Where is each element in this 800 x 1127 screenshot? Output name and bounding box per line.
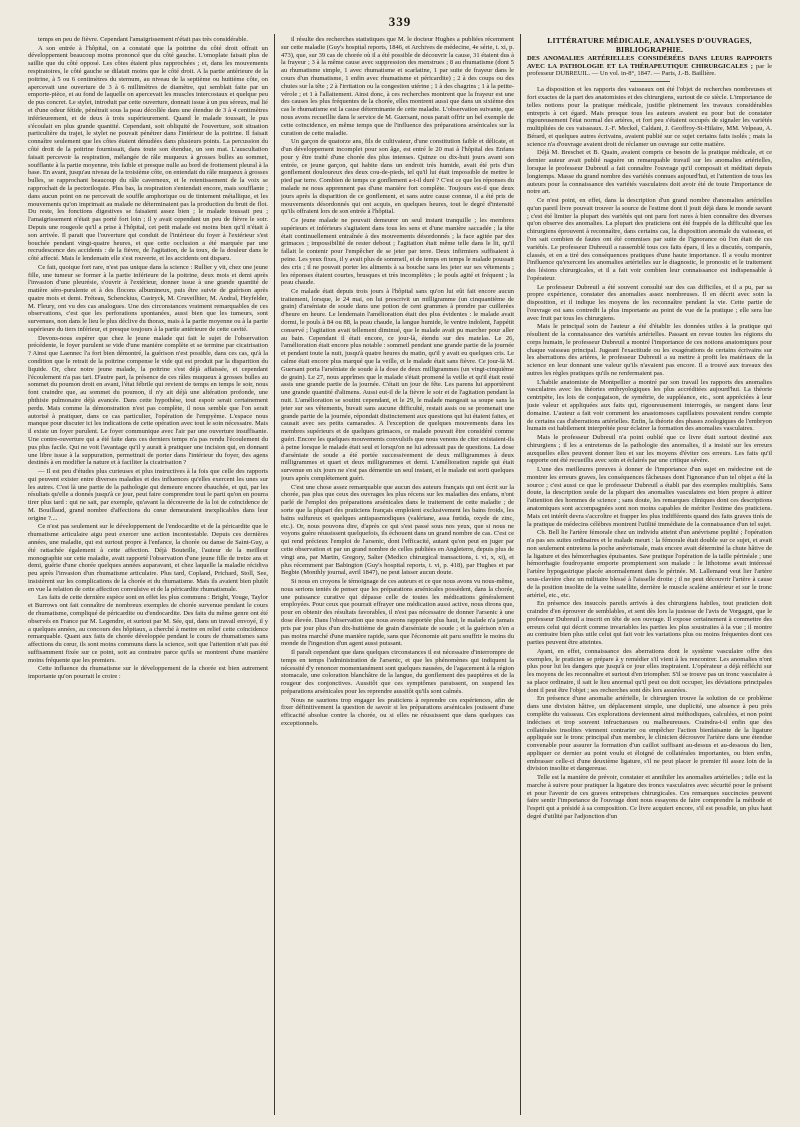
paragraph: Ayant, en effet, connaissance des aberrations dont le système vasculaire offre des exemples, le praticien se prépare à y remédier s'il vient à les rencontrer. Les anomalies n'ont plus pour lui les dangers que jusqu'à ce jour elles inspiraient. L'opérateur a déjà réfléchi sur les moyens de les reconnaître et surtout d'en triompher. S'il se trouve pas un tronc vasculaire à sa place ordinaire, il sait le lieu anormal qu'il peut ou doit occuper, les déviations principales dont il peut être l'objet ; ses recherches sont dès lors assurées.	[527, 647, 772, 694]
book-reference	[527, 55, 772, 78]
paragraph: En présence d'une anomalie artérielle, le chirurgien trouve la solution de ce problème dans une division hâtive, un déplacement simple, une duplicité, une absence à peu près complète du vaisseau. Ces explorations deviennent ainsi méthodiques, calculées, et non point indécises et trop souvent infructueuses ou malheureuses. Craindra-t-il enfin que des collatérales insolites viennent contrarier ou empêcher l'action bienfaisante de la ligature appliquée sur le tronc principal d'un membre, le clinicien décrouvre l'artère dans une étendue convenable pour assurer la formation d'un caillot suffisant au-dessus et au-dessous du lien, appliquer ce dernier au point voulu et éloigné de collatérales importantes, ou bien enfin, embrasser celle-ci d'une deuxième ligature, s'il ne peut placer le premier fil assez loin de la division insolite et dangereuse.	[527, 695, 772, 773]
column-middle	[281, 36, 514, 1115]
book-title: DES ANOMALIES ARTÉRIELLES CONSIDÉRÉES DANS LEURS RAPPORTS AVEC LA PATHOLOGIE ET LA THÉRAPEUTIQUE CHIRURGICALES ;	[527, 54, 772, 70]
paragraph: Ce jeune malade ne pouvait demeurer un seul instant tranquille ; les membres supérieurs et inférieurs s'agitaient dans tous les sens et d'une manière saccadée ; la tête était continuellement entraînée à des mouvements désordonnés ; la face agitée par des grimaces ; impossibilité de rester debout ; l'agitation était même telle dans le lit, qu'il fallait le contenir pour l'empêcher de se jeter par terre. Deux infirmiers suffisaient à peine. Les yeux fixes, il y avait plus de sommeil, et de temps en temps le malade poussait des cris ; il ne pouvait porter les aliments à sa bouche sans les jeter sur ses vêtements ; les réponses étaient courtes, brusques et très incomplètes ; le pouls agité et fréquent ; la peau chaude.	[281, 216, 514, 287]
paragraph: En présence des insuccès pareils arrivés à des chirurgiens habiles, tout praticien doit craindre d'en éprouver de semblables, et sent dès lors la justesse de l'avis de Vorgagni, que le professeur Dubreuil a inscrit en tête de son ouvrage. Il expose certainement à commettre des erreurs celui qui décrit comme invariables les parties les plus soustraites à la vue ; il montre au contraire bien plus utile celui qui fait voir les variations plus ou moins fréquentes dont ces parties peuvent être atteintes.	[527, 600, 772, 647]
paragraph: Ce n'est point, en effet, dans la description d'un grand nombre d'anomalies artérielles qu'un pareil livre pouvait trouver la source de l'estime dont il jouit déjà dans le monde savant ; c'est été limiter la plupart des variétés qui ont paru fort rares à bien connaître des diverses qu'on observe des anomalies. La plupart des praticiens ont été frappés de la difficulté que les chirurgiens éprouvent à reconnaître, dans certains cas, la disposition anomale du vaisseau, et l'on sait combien de fautes ont été commises par suite de l'ignorance où l'on était de ces variétés. Le professeur Dubreuil a rassemblé tous ces faits épars, il les a discutés, comparés, classés, et en a tiré des conséquences pratiques d'une haute importance. Il a voulu montrer l'influence qu'exercent les anomalies artérielles sur le diagnostic, le pronostic et le traitement des lésions chirurgicales, et il a fait voir combien leur connaissance est indispensable à l'opérateur.	[527, 196, 772, 282]
paragraph: Mais le principal soin de l'auteur a été d'établir les données utiles à la pratique qui résultent de la connaissance des variétés artérielles. Passant en revue toutes les régions du corps humain, le professeur Dubreuil a montré l'importance de ces notions anatomiques pour chaque vaisseau principal. Jugeant l'exactitude ou les exagérations de certains écrivains sur les aberrations des artères, le professeur Dubreuil a su mettre à profit les matériaux de la science en leur donnant une valeur qu'ils n'avaient pas encore. Il a trouvé aux travaux des autres les règles pratiques qu'ils ne renfermaient pas.	[527, 323, 772, 378]
paragraph: Un garçon de quatorze ans, fils de cultivateur, d'une constitution faible et délicate, et d'un développement incomplet pour son âge, est entré le 20 mai à l'hôpital des Enfans pour y être traité d'une chorée des plus intenses. Quinze ou dix-huit jours avant son entrée, ce jeune garçon, qui habite dans un endroit très humide, avait été pris d'un gonflement douloureux des deux cou-de-pieds, tel qu'il lui était impossible de mettre le pied par terre. Combien de temps ce gonflement a-t-il duré ? C'est ce que les réponses du malade ne nous apprennent pas d'une manière fort complète. Toujours est-il que deux jours après la disparition de ce gonflement, et sans autre cause connue, il a été pris de mouvements désordonnés qui ont acquis, en quelques heures, tout le degré d'intensité qu'ils offraient lors de son entrée à l'hôpital.	[281, 138, 514, 216]
paragraph: Déjà M. Breschet et B. Quain, avaient compris ce besoin de la pratique médicale, et ce dernier auteur avait publié naguère un remarquable travail sur les anomalies artérielles, lorsque le professeur Dubreuil a fait connaître l'ouvrage qu'il composait et méditait depuis longtemps. Masse du grand nombre des variétés connues aujourd'hui, et l'attention de tous les auteurs pour la connaissance des variétés vasculaires doit avoir été de toute l'importance de notre art.	[527, 149, 772, 196]
paragraph: Devons-nous espérer que chez le jeune malade qui fait le sujet de l'observation précédente, le foyer purulent se vide d'une manière complète et se termine par cicatrisation ? Ainsi que Laennec l'a fort bien démontré, la guérison n'est possible, dans ces cas, qu'à la condition que le retrait de la poitrine compense le vide qui est produit par la disparition du liquide. Or, chez notre jeune malade, la poitrine s'est déjà affaissée, et cependant l'écoulement n'a pas tari. D'autre part, la présence de ces râles muqueux à grosses bulles au sommet du poumon droit en avant, l'état fébrile qui revient de temps en temps le soir, nous font craindre que, au sommet du poumon, il n'y ait déjà une altération profonde, une phthisie pulmonaire déjà avancée. Dans cette hypothèse, tout espoir serait certainement perdu. Mais comme la démonstration n'est pas complète, il nous semble que l'on serait autorisé à pratiquer, dans ce cas particulier, l'opération de l'empyème. L'espace nous manque pour discuter ici les indications de cette opération avec tout le soin nécessaire. Mais il existe un foyer purulent. Le foyer communique avec l'air par une ouverture insuffisante. Une contre-ouverture qui a été faite dans ces derniers temps n'a pas rendu l'écoulement du pus plus facile. Qui ne voit l'avantage qu'il y aurait à pratiquer une incision qui, en donnant une libre issue à la suppuration, permettrait de porter dans l'intérieur du foyer, des agens destinés à en modifier la nature et à faciliter la cicatrisation ?	[28, 334, 268, 467]
paragraph: Ce fait, quoique fort rare, n'est pas unique dans la science : Rullier y vit, chez une jeune fille, une tumeur se former à la partie inférieure de la poitrine, deux mois et demi après l'invasion d'une pleurésie, s'ouvrir à l'extérieur, donner issue à une grande quantité de matière séro-purulente et à des flocons albumineux, puis être suivie de guérison après quatre mois et demi. Fréteau, Schenckius, Castryck, M. Cruveilhier, M. Andral, Heyfelder, M. Fleury, ont vu des cas analogues. Une des circonstances vraiment remarquables de ces observations, c'est que les perforations spontanées, aussi bien que les tumeurs, sont survenues, non dans le lieu le plus déclive du thorax, mais à la partie moyenne ou à la partie supérieure du tiers inférieur, et presque toujours à la partie antérieure de cette cavité.	[28, 263, 268, 334]
paragraph: Ce malade était depuis trois jours à l'hôpital sans qu'on lui eût fait encore aucun traitement, lorsque, le 24 mai, on lui prescrivit un milligramme (un cinquantième de grain) d'arséniate de soude dans une potion de cent grammes à prendre par cuillerées d'heure en heure. Le lendemain l'amélioration était des plus évidentes : le malade avait dormi, le pouls à 84 ou 88, la peau chaude, la langue humide, le ventre indolent, l'appétit conservé ; l'agitation avait tellement diminué, que le malade avait pu marcher pour aller au bain. Cependant il était encore, ce jour-là, étendu sur des matelas. Le 26, l'amélioration était encore plus notable : sommeil pendant une grande partie de la journée et pendant toute la nuit, jusqu'à quatre heures du matin, qu'il y avait eu quelques cris. Le calme était encore plus marqué que la veille, et le malade était sans fièvre. Ce jour-là M. Guersant porta l'arséniate de soude à la dose de deux milligrammes (un vingt-cinquième de grain). Le 27, nous apprîmes que le malade s'était promené la veille et qu'il était resté assis une grande partie de la journée. C'était un jour de fête. Les parens lui apportèrent une grande quantité d'alimens. Aussi eut-il de la fièvre le soir et de l'agitation pendant la nuit. L'amélioration se soutint cependant, et le 29, le malade mangeait sa soupe sans la jeter sur ses vêtements, buvait sans aucune difficulté, restait assis ou se promenait une grande partie de la journée, répondait distinctement aux questions qui lui étaient faites, et causait avec ses petits camarades. A l'exception de quelques mouvements dans les membres supérieurs et de quelques grimaces, ce malade pouvait être considéré comme guéri. Encore les quelques mouvements convulsifs que nous venons de citer existaient-ils à peine lorsque le malade était seul et lorsqu'on ne lui adressait pas de questions. La dose d'arséniate de soude a été portée successivement de deux milligrammes à deux milligrammes et quart et deux milligrammes et demi. L'amélioration rapide qui était survenue en six jours ne s'est pas démentie un seul instant, et le malade est sorti quelques jours après complétement guéri.	[281, 287, 514, 483]
paragraph: A son entrée à l'hôpital, on a constaté que la poitrine du côté droit offrait un développement beaucoup moins prononcé que du côté gauche. L'omoplate faisait plus de saillie que du côté opposé. Les côtes étaient plus rapprochées ; et, dans les mouvements respiratoires, le côté gauche se dilatait moins que le côté droit. A la partie antérieure de la poitrine, à 5 ou 6 centimètres du sternum, au niveau de la septième ou huitième côte, on apercevait une ouverture de 3 à 6 millimètres de diamètre, qui semblait faite par un emporte-pièce, et au fond de laquelle on apercevait les muscles intercostaux et quelque peu de pus concret. Le stylet, introduit par cette ouverture, donnait issue à un pus séreux, mal lié et d'une odeur fétide, pénétrait sous la peau décollée dans une étendue de 3 à 4 centimètres inférieurement, et de deux à trois supérieurement. Quand le malade toussait, le pus s'écoulait en plus grande quantité. Cependant, soit obliquité de l'ouverture, soit situation particulière du trajet, le stylet ne pouvait pénétrer dans l'intérieur de la poitrine. Il faisait connaître seulement que les côtes étaient dénudées dans plusieurs points. La percussion du côté droit de la poitrine fournissait, dans toute son étendue, un son mat. L'auscultation faisait percevoir la respiration, mélangée de râle muqueux à grosses bulles au sommet, soufflante à la partie moyenne, très faible et presque nulle au bord de frottement pleural à la base. En avant, jusqu'au niveau de la troisième côte, on entendait du râle muqueux à grosses bulles, se rapprochant beaucoup du râle caverneux, et le retentissement de la voix se rapprochait de la pectoriloquie. Plus bas, la respiration s'entendait encore, mais soufflante ; dans aucun point on ne percevait de souffle amphorique ou de tintement métallique, et les mouvements qu'on imprimait au malade ne déterminaient pas la production du bruit de flot. Du reste, les fonctions digestives se faisaient assez bien ; le malade toussait peu ; l'amaigrissement n'était pas porté fort loin ; il y avait cependant un peu de fièvre le soir. Depuis une rougeole qu'il a prise à l'hôpital, cet petit malade est moins bien qu'il n'était à son arrivée. Il parait que l'ouverture qui conduit de l'intérieur du foyer à l'extérieur s'est bouchée pendant vingt-quatre heures, et que cette occlusion a été marquée par une recrudescence des accidents : de la fièvre, de l'agitation, de la toux, de la douleur dans le côté affecté. Mais le lendemain elle s'est rouverte, et les accidents ont disparu.	[28, 44, 268, 263]
paragraph: La disposition et les rapports des vaisseaux ont été l'objet de recherches nombreuses et fort exactes de la part des anatomistes et des chirurgiens, surtout de ce siècle. L'importance de telles notions pour la pratique médicale, justifie pleinement les travaux considérables entrepris à cet égard. Mais presque tous les auteurs avaient eu pour but de constater rigoureusement l'état normal des artères, et fort peu s'étaient occupés de signaler les variétés multipliées de ces vaisseaux. J.-F. Meckel, Caldani, J. Geoffroy-St-Hilaire, MM. Velpeau, A. Bérard, et quelques autres écrivains, avaient publié sur ce sujet certains faits isolés ; mais la science n'a d'ouvrage avaient droit de réclamer un ouvrage sur cette matière.	[527, 86, 772, 148]
divider	[630, 81, 670, 82]
paragraph: — Il est peu d'études plus curieuses et plus instructives à la fois que celle des rapports qui peuvent exister entre diverses maladies et des influences qu'elles exercent les unes sur les autres. C'est là une partie de la pathologie qui demeure encore ébauchée, et qui, par les résultats qu'elle a donnés jusqu'à ce jour, peut faire comprendre tout le parti qu'on en pourra tirer plus tard : qui ne sait, par exemple, qu'avant la découverte de la loi de coïncidence de M. Bouillaud, grand nombre d'affections du cœur demeuraient inexplicables dans leur origine ?....	[28, 468, 268, 522]
paragraph: Ce n'est pas seulement sur le développement de l'endocardite et de la péricardite que le rhumatisme articulaire aigu peut exercer une action incontestable. Depuis ces dernières années, une maladie, qui est surtout propre à l'enfance, la chorée ou danse de Saint-Guy, a été rattachée également à cette affection. Déjà Bouteille, l'auteur de la meilleur monographie sur cette maladie, avait rapporté l'observation d'une jeune fille de treize ans et demi, guérie d'une chorée quelques années auparavant, et chez laquelle la maladie récidiva peu après l'invasion d'un rhumatisme articulaire. Plus tard, Copland, Prichard, Stoll, See, insistèrent sur les complications de la chorée et du rhumatisme. Mais ils avaient bien plutôt en vue la relation de cette affection convulsive et de la péricardite rhumatismale.	[28, 523, 268, 593]
paragraph: Mais le professeur Dubreuil n'a point oublié que ce livre était surtout destiné aux chirurgiens ; il les a entretenus de la pathologie des anomalies, il a insisté sur les erreurs auxquelles elles peuvent donner lieu et sur les moyens d'éviter ces erreurs. Les faits qu'il rapporte ont été recueillis avec soin et éclairés par une critique sévère.	[527, 434, 772, 465]
column-left	[28, 36, 268, 1115]
paragraph: Il paraît cependant que dans quelques circonstances il est nécessaire d'interrompre de temps en temps l'administration de l'arsenic, et que les phénomènes qui indiquent la nécessité d'y renoncer momentanément sont quelques nausées, de l'agacement à la région stomacale, une coloration blanchâtre de la langue, du gonflement des paupières et de la rougeur des conjonctives. Aussitôt que ces symptômes paraissent, on suspend les préparations arsénicales pour les reprendre aussitôt qu'ils sont calmés.	[281, 648, 514, 695]
paragraph: Si nous en croyons le témoignage de ces auteurs et ce que nous avons vu nous-même, nous serions tentés de penser que les préparations arsénicales possèdent, dans la chorée, une puissance curative qui dépasse celle de toutes les médications généralement employées. Pour ceux que pourrait effrayer une médication aussi active, nous dirons que, pour en obtenir des résultats favorables, il n'est pas nécessaire de donner l'arsenic à une dose élevée. Dans l'observation que nous avons rapportée plus haut, le malade n'a jamais pris par jour plus d'un dix-huitième de grain d'arséniate de soude ; et la guérison n'en a pas moins marché d'une manière rapide, sans que l'économie ait paru souffrir le moins du monde de l'ingestion d'un agent aussi puissant.	[281, 577, 514, 648]
paragraph: Telle est la manière de prévoir, constater et annihiler les anomalies artérielles ; telle est la marche à suivre pour pratiquer la ligature des troncs vasculaires avec sécurité pour le présent et pour l'avenir de ces graves entreprises chirurgicales. Ces remarques succinctes peuvent faire sentir l'importance de l'ouvrage dont nous essayons de faire comprendre la méthode et l'esprit qui a présidé à sa composition. Ce livre acquiert encore, s'il est possible, un plus haut degré d'utilité par l'adjonction d'un	[527, 774, 772, 821]
page-number: 339	[388, 14, 412, 29]
column-right	[527, 36, 772, 1115]
section-heading: LITTÉRATURE MÉDICALE, ANALYSES D'OUVRAGES, BIBLIOGRAPHIE.	[547, 36, 752, 54]
paragraph: temps en peu de fièvre. Cependant l'amaigrissement n'était pas très considérable.	[38, 36, 248, 43]
paragraph: Ch. Bell lie l'artère fémorale chez un individu atteint d'un anévrisme poplité ; l'opération n'a pas ses suites ordinaires et le malade meurt : la fémorale était double sur ce sujet, et avait non seulement entretenu la poche anévrismale, mais encore avait déterminé la chute hâtive de la ligature et des hémorrhagies épuisantes. Saw pratique l'opération de la taille périnéale ; une hémorrhagie foudroyante emporte promptement son malade : le lithotome avait intéressé l'artère hypogastrique placée anormalement dans le périnée. M. Lallemand veut lier l'artère sous-clavière chez un militaire blessé à l'aisselle droite ; il ne peut découvrir l'artère à cause de la position insolite de la veine satellite, derrière le muscle scalène antérieur et sur le tronc artériel, etc., etc.	[527, 529, 772, 599]
paragraph: Les faits de cette dernière espèce sont en effet les plus communs : Bright, Youge, Taylor et Burrows ont fait connaître de nombreux exemples de chorée survenue pendant le cours de rhumatisme, compliqué de péricardite ou d'endocardite. Des faits du même genre ont été observés en France par M. Legendre, et surtout par M. Sée, qui, dans un travail envoyé, il y a quelques années, au concours des hôpitaux, a cherché à mettre en relief cette coïncidence remarquable. Quant aux faits de chorée développée pendant le cours de rhumatismes sans affections du cœur, ils sont moins communs dans la science, soit que l'attention n'ait pas été suffisamment fixée sur ce point, soit au contraire parce qu'ils se montrent d'une manière moins fréquente que les premiers.	[28, 594, 268, 664]
paragraph: Le professeur Dubreuil a été souvent consulté sur des cas difficiles, et il a pu, par sa propre expérience, constater des anomalies assez nombreuses. Il en décrit avec soin la disposition, et il indique les moyens de les reconnaître pendant la vie. Cette partie de l'ouvrage est sans contredit la plus importante au point de vue de la pratique ; elle sera lue avec fruit par tous les chirurgiens.	[527, 283, 772, 322]
paragraph: L'habile anatomiste de Montpellier a montré par son travail les rapports des anomalies vasculaires avec les théories embryologiques les plus accréditées aujourd'hui. La théorie centripète, les lois de conjugaison, de symétrie, de suppléance, etc., sont appréciées à leur juste valeur et appliquées aux faits qui, rigoureusement interrogés, se rangent dans leur domaine. L'auteur a fait voir comment les anastomoses capillaires pouvaient rendre compte de certains cas d'aberrations artérielles. Enfin, la théorie des phases zoologiques de l'embryon humain est habilement interprétée pour éclairer la formation des anomalies vasculaires.	[527, 378, 772, 433]
column-rule-right	[520, 34, 521, 1115]
paragraph: L'une des meilleures preuves à donner de l'importance d'un sujet en médecine est de montrer les erreurs graves, les conséquences fâcheuses dont l'ignorance d'un tel objet a été la source ; c'est aussi ce que le professeur Dubreuil a établi par des exemples multipliés. Sans doute, la description seule de la plupart des anomalies vasculaires est bien propre à attirer l'attention des hommes de science ; sans doute, les remarques cliniques dont ces descriptions anatomiques sont accompagnées sont non moins capables de mériter l'estime des praticiens. Mais cet intérêt devra s'accroître et frapper les plus indifférents quand des faits graves tirés de la pratique de médecins célèbres montrent l'utilité immédiate de la connaissance d'un tel sujet.	[527, 466, 772, 528]
paragraph: Cette influence du rhumatisme sur le développement de la chorée est bien autrement importante qu'on pourrait le croire :	[28, 665, 268, 681]
paragraph: C'est une chose assez remarquable que aucun des auteurs français qui ont écrit sur la chorée, pas plus que ceux des ouvrages les plus récens sur les maladies des enfans, n'ont parlé de l'emploi des préparations arsénicales dans le traitement de cette maladie ; de sorte que la plupart des praticiens français emploient exclusivement les bains froids, les bains sulfureux et quelques antispasmodiques (valériane, assa fœtida, oxyde de zinc, etc.). Or, nous pouvons dire, d'après ce qui s'est passé sous nos yeux, que si nous ne voyons guère réussissent quelquefois, ils échouent dans un grand nombre de cas. C'est ce qui rend précieux l'emploi de l'arsenic, dont l'efficacité, autant qu'on peut en juger par cette observation et par un grand nombre de celles publiées en Angleterre, depuis plus de vingt ans, par Martin, Gregory, Salter (Medico chirurgical transactions, t. vi, x, xi), et plus récemment par Babington (Guy's hospital reports, t. vi, p. 418), par Hughes et par Begbie (Monthly journal, avril 1847), ne peut laisser aucun doute.	[281, 483, 514, 577]
book-publication: par le professeur DUBREUIL. — Un vol. in-8°, 1847. — Paris, J.-B. Baillière.	[527, 62, 772, 78]
paragraph: il résulte des recherches statistiques que M. le docteur Hughes a publiées récemment sur cette maladie (Guy's hospital reports, 1846, et Archives de médecine, 4e série, t. xi, p. 473), que, sur 39 cas de chorée où il a été possible de découvrir la cause, 31 étaient dus à la frayeur ; 3 à la même cause avec suppression des menstrues ; 8 au rhumatisme (dont 5 au rhumatisme simple, 1 avec rhumatisme et scarlatine, 1 par suite de frayeur dans le cours d'un rhumatisme, 1 enfin avec rhumatisme et péricardite) ; 2 à des coups ou des chutes sur la tête ; 2 à l'irritation ou la congestion utérine ; 1 à des chagrins ; 1 à la petite-vérole ; et 1 à l'allaitement. Ainsi donc, à ces recherches montrent que la frayeur est une des causes les plus fréquentes de la chorée, elles montrent aussi que dans un sixième des cas le rhumatisme est la cause déterminante de cette maladie. L'observation suivante, que nous avons recueillie dans le service de M. Guersant, nous parait offrir un bel exemple de cette coïncidence, en même temps que de l'influence des préparations arsénicales sur la curation de cette maladie.	[281, 36, 514, 137]
column-rule-left	[274, 34, 275, 1115]
paragraph: Nous ne saurions trop engager les praticiens à reprendre ces expériences, afin de fixer définitivement la question de savoir si les préparations arsénicales jouissent d'une efficacité absolue contre la chorée, ou si elles ne réussissent que dans quelques cas exceptionnels.	[281, 696, 514, 727]
